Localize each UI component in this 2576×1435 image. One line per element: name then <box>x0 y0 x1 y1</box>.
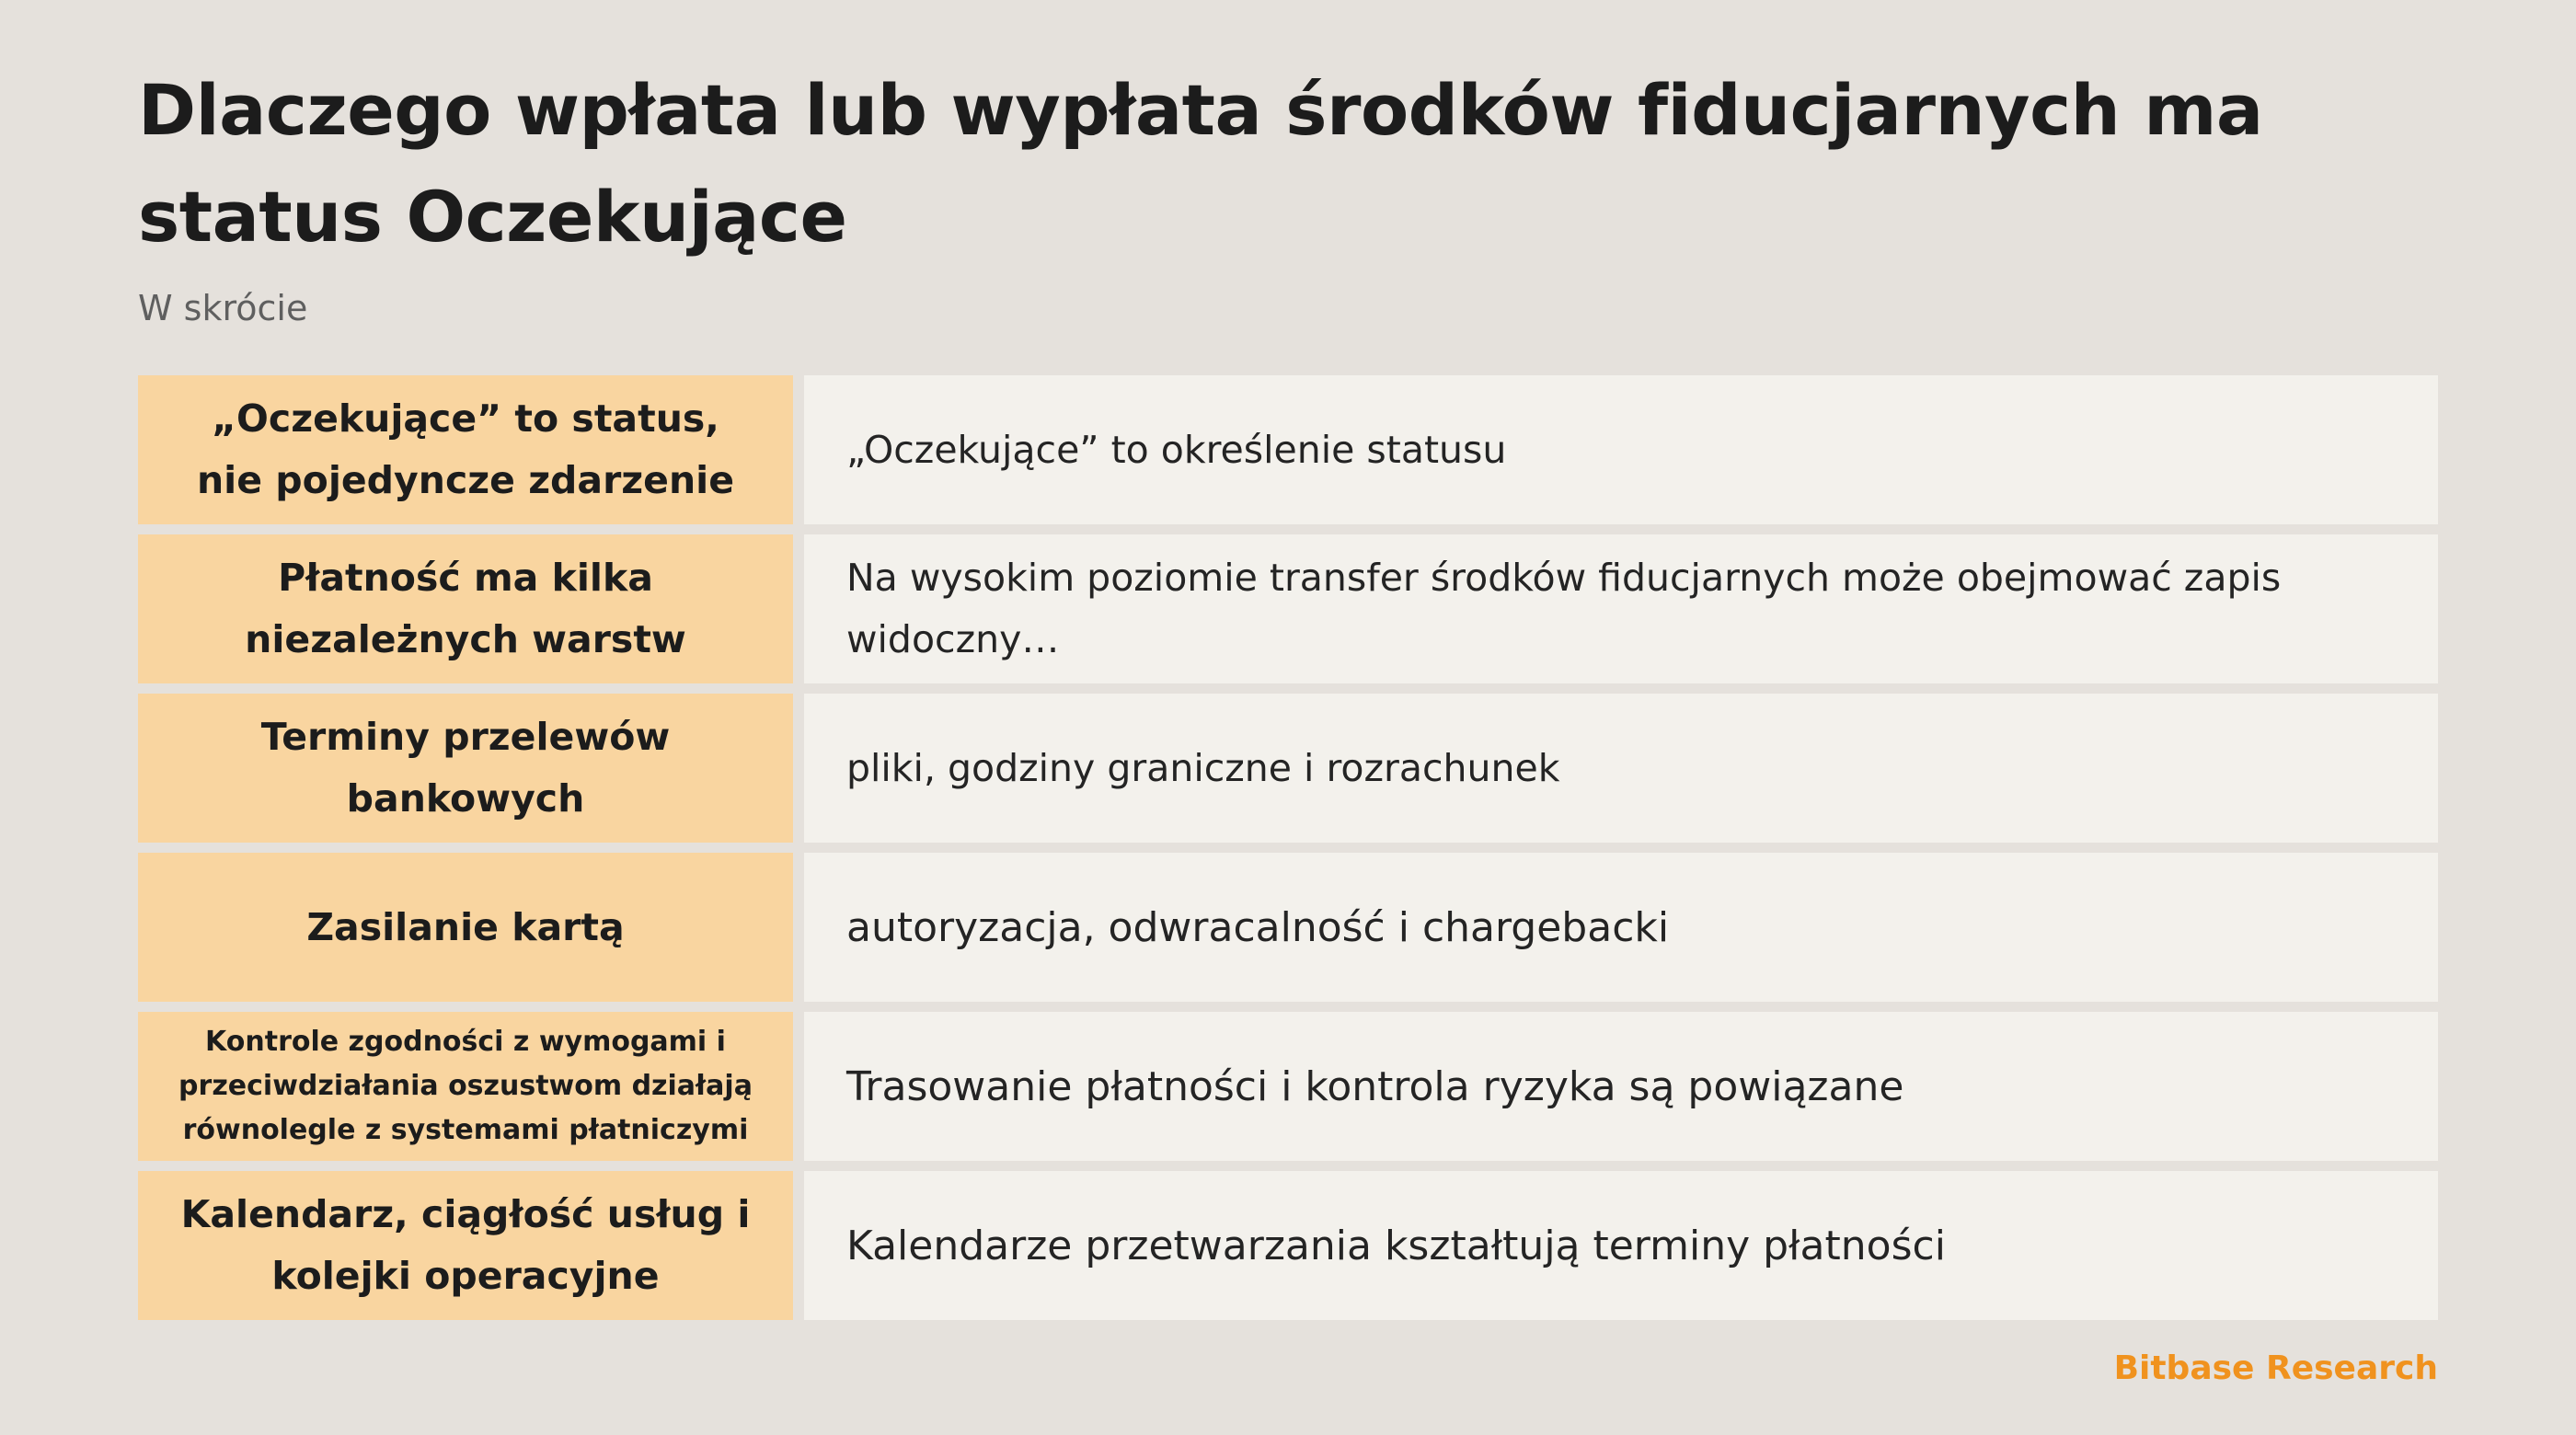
page-subtitle: W skrócie <box>138 288 308 328</box>
row-key-cell: Kontrole zgodności z wymogami i przeciwdziałania oszustwom działają równolegle z systemami płatniczymi <box>138 1012 793 1161</box>
row-value-cell: Kalendarze przetwarzania kształtują terminy płatności <box>804 1171 2438 1320</box>
row-key-cell: „Oczekujące” to status, nie pojedyncze zdarzenie <box>138 375 793 524</box>
row-value-cell: pliki, godziny graniczne i rozrachunek <box>804 694 2438 843</box>
page-title: Dlaczego wpłata lub wypłata środków fiducjarnych ma status Oczekujące <box>138 69 2263 258</box>
table-row <box>138 694 2438 843</box>
table-row <box>138 853 2438 1002</box>
row-key-cell: Kalendarz, ciągłość usług i kolejki operacyjne <box>138 1171 793 1320</box>
brand-footer-label: Bitbase Research <box>2113 1349 2438 1387</box>
row-key-cell: Zasilanie kartą <box>138 853 793 1002</box>
row-value-cell: Trasowanie płatności i kontrola ryzyka są powiązane <box>804 1012 2438 1161</box>
table-row <box>138 1171 2438 1320</box>
row-value-cell: autoryzacja, odwracalność i chargebacki <box>804 853 2438 1002</box>
table-row <box>138 375 2438 524</box>
row-value-cell: Na wysokim poziomie transfer środków fiducjarnych może obejmować zapis widoczny… <box>804 534 2438 683</box>
summary-table <box>138 375 2438 1320</box>
row-key-cell: Terminy przelewów bankowych <box>138 694 793 843</box>
table-row <box>138 1012 2438 1161</box>
table-row <box>138 534 2438 683</box>
row-key-cell: Płatność ma kilka niezależnych warstw <box>138 534 793 683</box>
row-value-cell: „Oczekujące” to określenie statusu <box>804 375 2438 524</box>
